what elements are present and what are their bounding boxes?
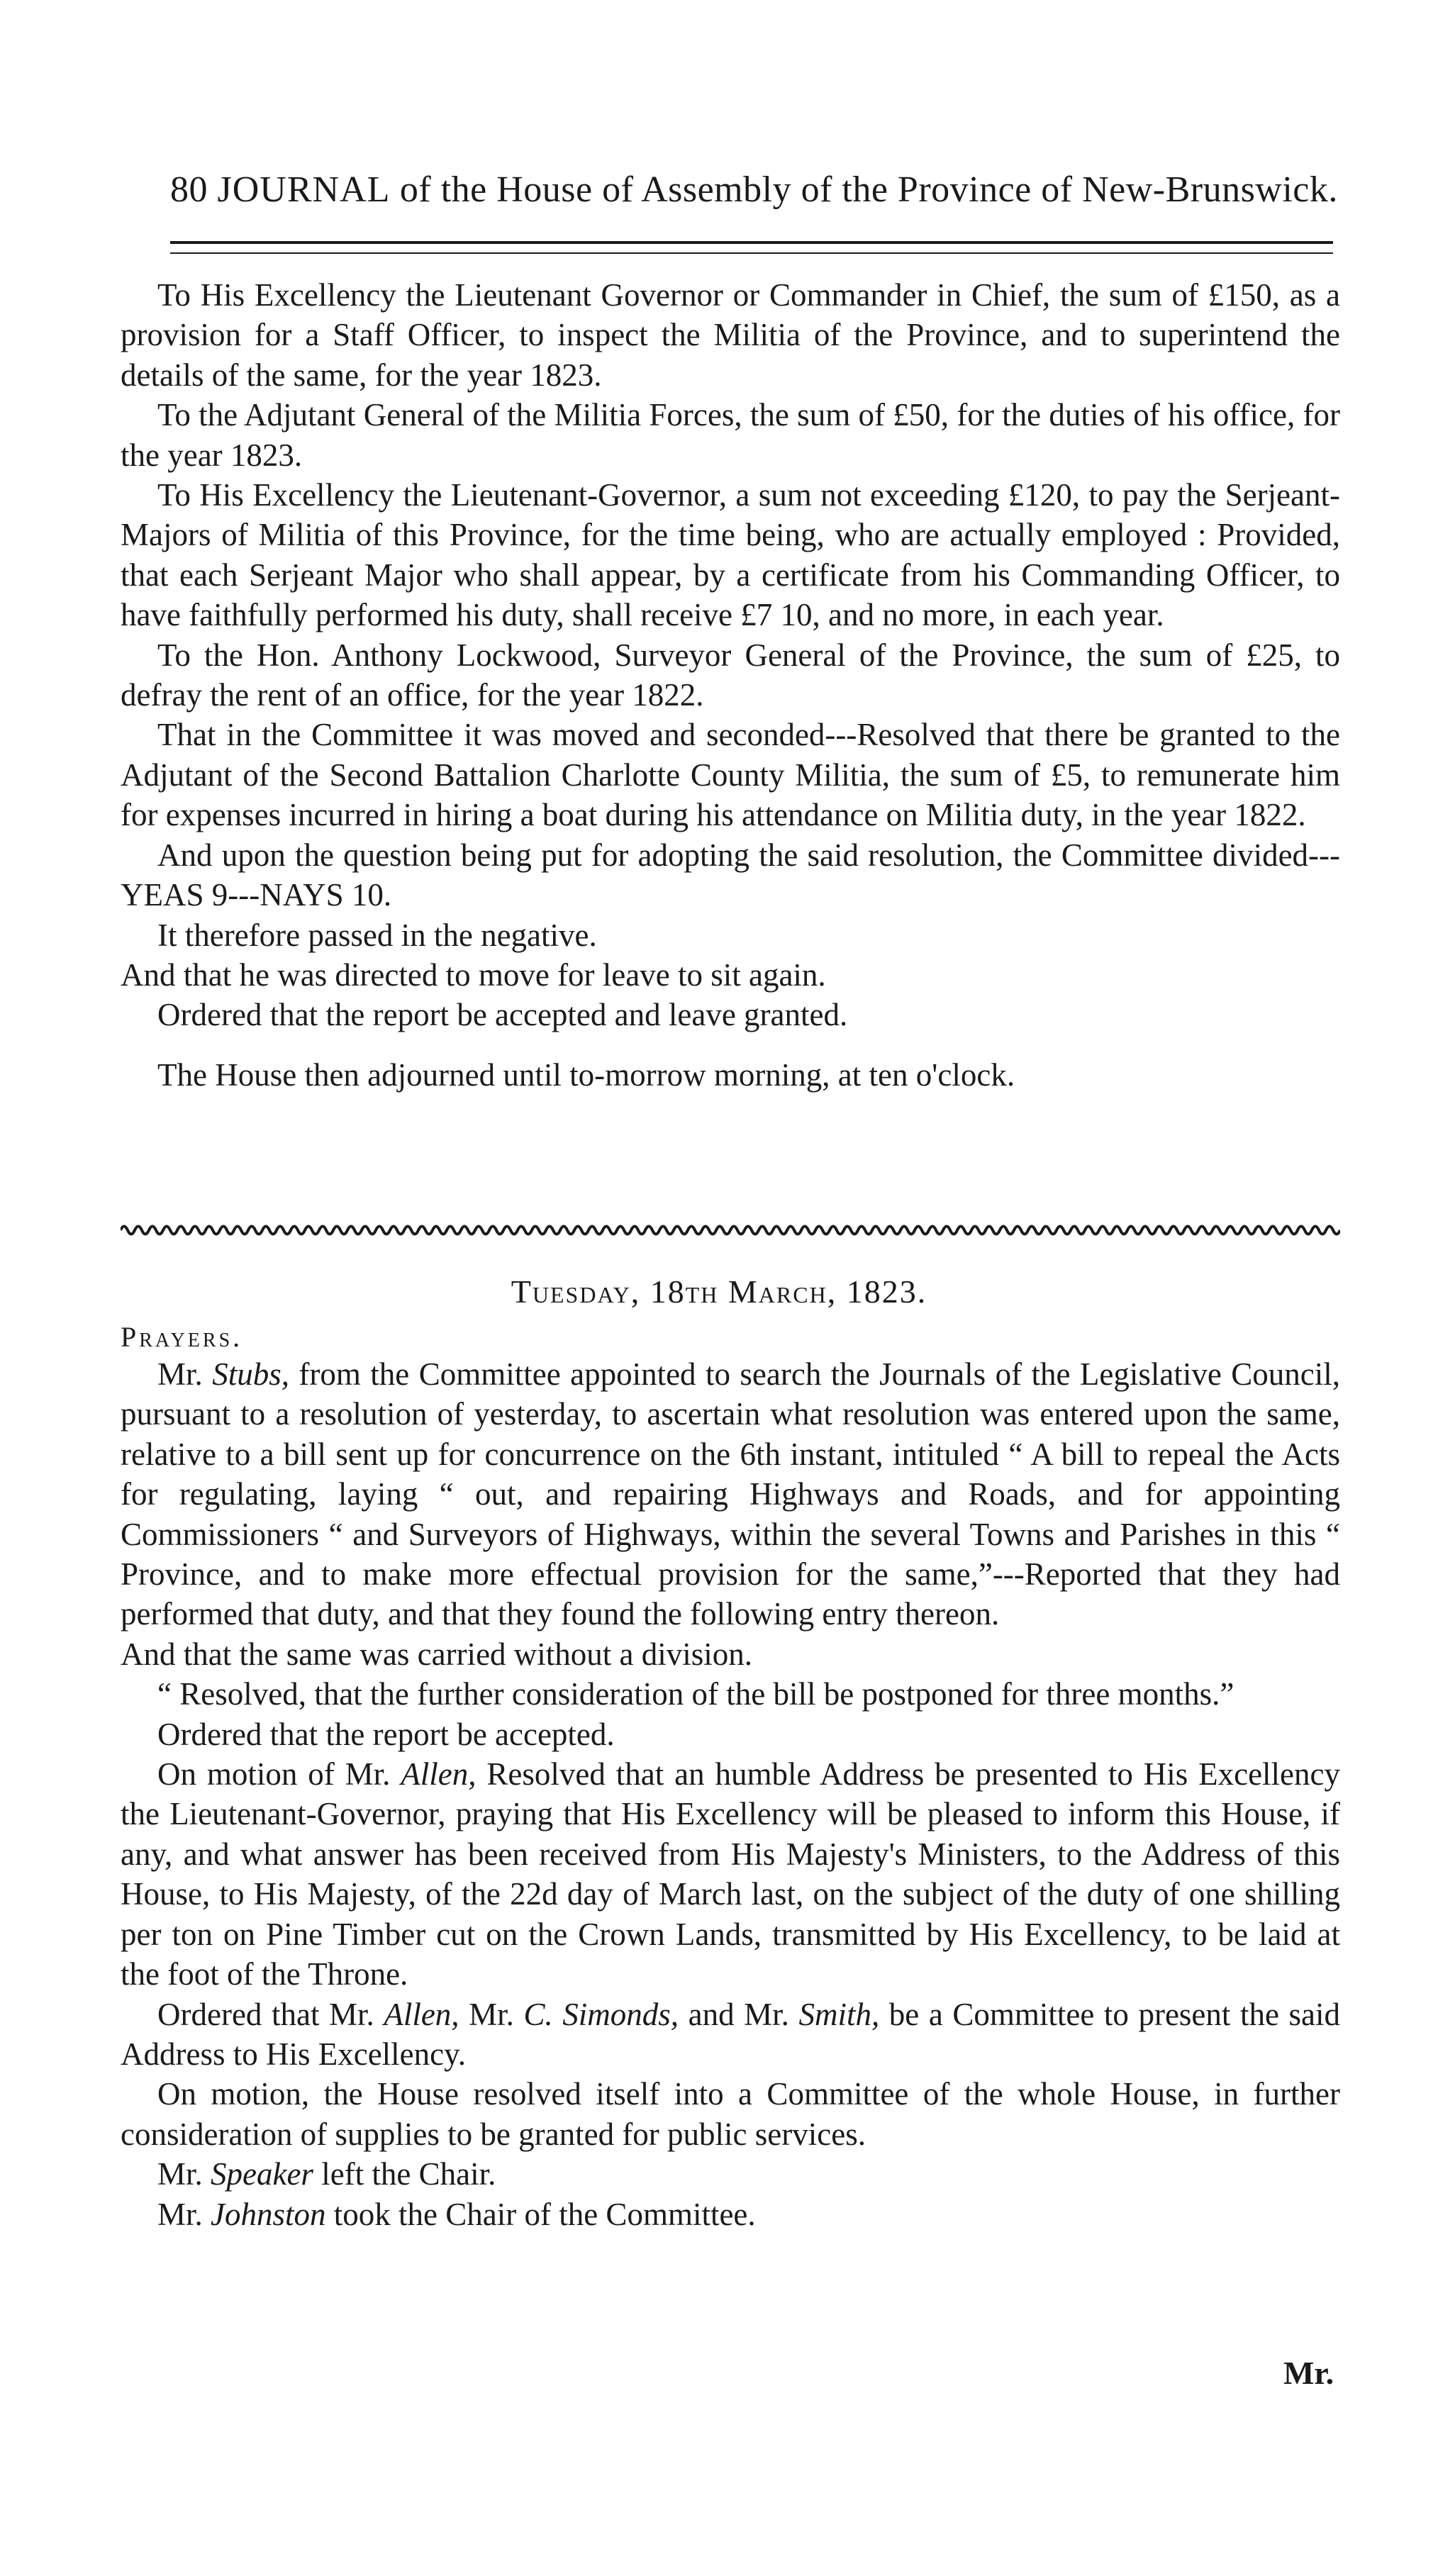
- catchword: Mr.: [1283, 2355, 1334, 2391]
- wavy-divider: [121, 1220, 1340, 1241]
- johnston-paragraph: Mr. Johnston took the Chair of the Committee.: [157, 2196, 756, 2232]
- member-name: Johnston: [211, 2196, 326, 2232]
- paragraph: Ordered that the report be accepted.: [157, 1716, 615, 1752]
- member-name: Speaker: [211, 2156, 313, 2192]
- header-double-rule: [170, 241, 1333, 254]
- adjournment-paragraph: The House then adjourned until to-morrow morning, at ten o'clock.: [157, 1056, 1015, 1093]
- paragraph: That in the Committee it was moved and seconded---Resolved that there be granted to the Adjutant of the Second Battalion Charlotte County Militia, the sum of £5, to remunerate him for expenses incurred in hiring a boat during his attendance on Militia duty, in the year 1822.: [121, 717, 1340, 833]
- allen-motion-paragraph: On motion of Mr. Allen, Resolved that an humble Address be presented to His Excellency the Lieutenant-Governor, praying that His Excellency will be pleased to inform this House, if any, and what answer has been received from His Majesty's Ministers, to the Address of this House, to His Majesty, of the 22d day of March last, on the subject of the duty of one shilling per ton on Pine Timber cut on the Crown Lands, transmitted by His Excellency, to be laid at the foot of the Throne.: [121, 1756, 1340, 1992]
- quoted-resolution: “ Resolved, that the further consideration of the bill be postponed for three months.”: [157, 1676, 1234, 1712]
- paragraph: And that the same was carried without a division.: [121, 1636, 753, 1672]
- paragraph: To the Hon. Anthony Lockwood, Surveyor General of the Province, the sum of £25, to defray the rent of an office, for the year 1822.: [121, 637, 1340, 713]
- member-name: Allen,: [384, 1996, 459, 2032]
- member-name: C. Simonds,: [523, 1996, 679, 2032]
- paragraph: To His Excellency the Lieutenant-Governor, a sum not exceeding £120, to pay the Serjeant-Majors of Militia of this Province, for the time being, who are actually employed : Provided, that each Serjeant Major who shall appear, by a certificate from his Commanding Officer, to have faithfully performed his duty, shall receive £7 10, and no more, in each year.: [121, 477, 1340, 633]
- date-heading: Tuesday, 18th March, 1823.: [511, 1273, 927, 1310]
- paragraph: And upon the question being put for adopting the said resolution, the Committee divided---YEAS 9---NAYS 10.: [121, 837, 1340, 913]
- member-name: Allen,: [401, 1756, 476, 1792]
- paragraph: On motion, the House resolved itself into a Committee of the whole House, in further consideration of supplies to be granted for public services.: [121, 2076, 1340, 2152]
- paragraph: To the Adjutant General of the Militia Forces, the sum of £50, for the duties of his office, for the year 1823.: [121, 397, 1340, 473]
- stubs-report-paragraph: Mr. Stubs, from the Committee appointed to search the Journals of the Legislative Council, pursuant to a resolution of yesterday, to ascertain what resolution was entered upon the same, relative to a bill sent up for concurrence on the 6th instant, intituled “ A bill to repeal the Acts for regulating, laying “ out, and repairing Highways and Roads, and for appointing Commissioners “ and Surveyors of Highways, within the several Towns and Parishes in this “ Province, and to make more effectual provision for the same,”---Reported that they had performed that duty, and that they found the following entry thereon.: [121, 1356, 1341, 1632]
- header-title-rest: of the House of Assembly of the Province of New-Brunswick.: [399, 169, 1338, 210]
- committee-paragraph: Ordered that Mr. Allen, Mr. C. Simonds, and Mr. Smith, be a Committee to present the said Address to His Excellency.: [121, 1996, 1340, 2072]
- supply-resolutions: [121, 275, 1340, 1095]
- page-number: 80: [170, 169, 208, 210]
- paragraph: It therefore passed in the negative.: [157, 917, 597, 953]
- paragraph: And that he was directed to move for leave to sit again.: [121, 957, 826, 993]
- paragraph: To His Excellency the Lieutenant Governor or Commander in Chief, the sum of £150, as a provision for a Staff Officer, to inspect the Militia of the Province, and to superintend the details of the same, for the year 1823.: [121, 277, 1340, 393]
- speaker-paragraph: Mr. Speaker left the Chair.: [157, 2156, 496, 2192]
- running-header: [170, 169, 1338, 211]
- tuesday-proceedings: [121, 1354, 1340, 2234]
- paragraph: Ordered that the report be accepted and leave granted.: [157, 997, 848, 1033]
- member-name: Stubs,: [212, 1356, 289, 1392]
- prayers-heading: Prayers.: [121, 1321, 243, 1353]
- member-name: Smith,: [798, 1996, 880, 2032]
- header-title-caps: JOURNAL: [217, 169, 391, 210]
